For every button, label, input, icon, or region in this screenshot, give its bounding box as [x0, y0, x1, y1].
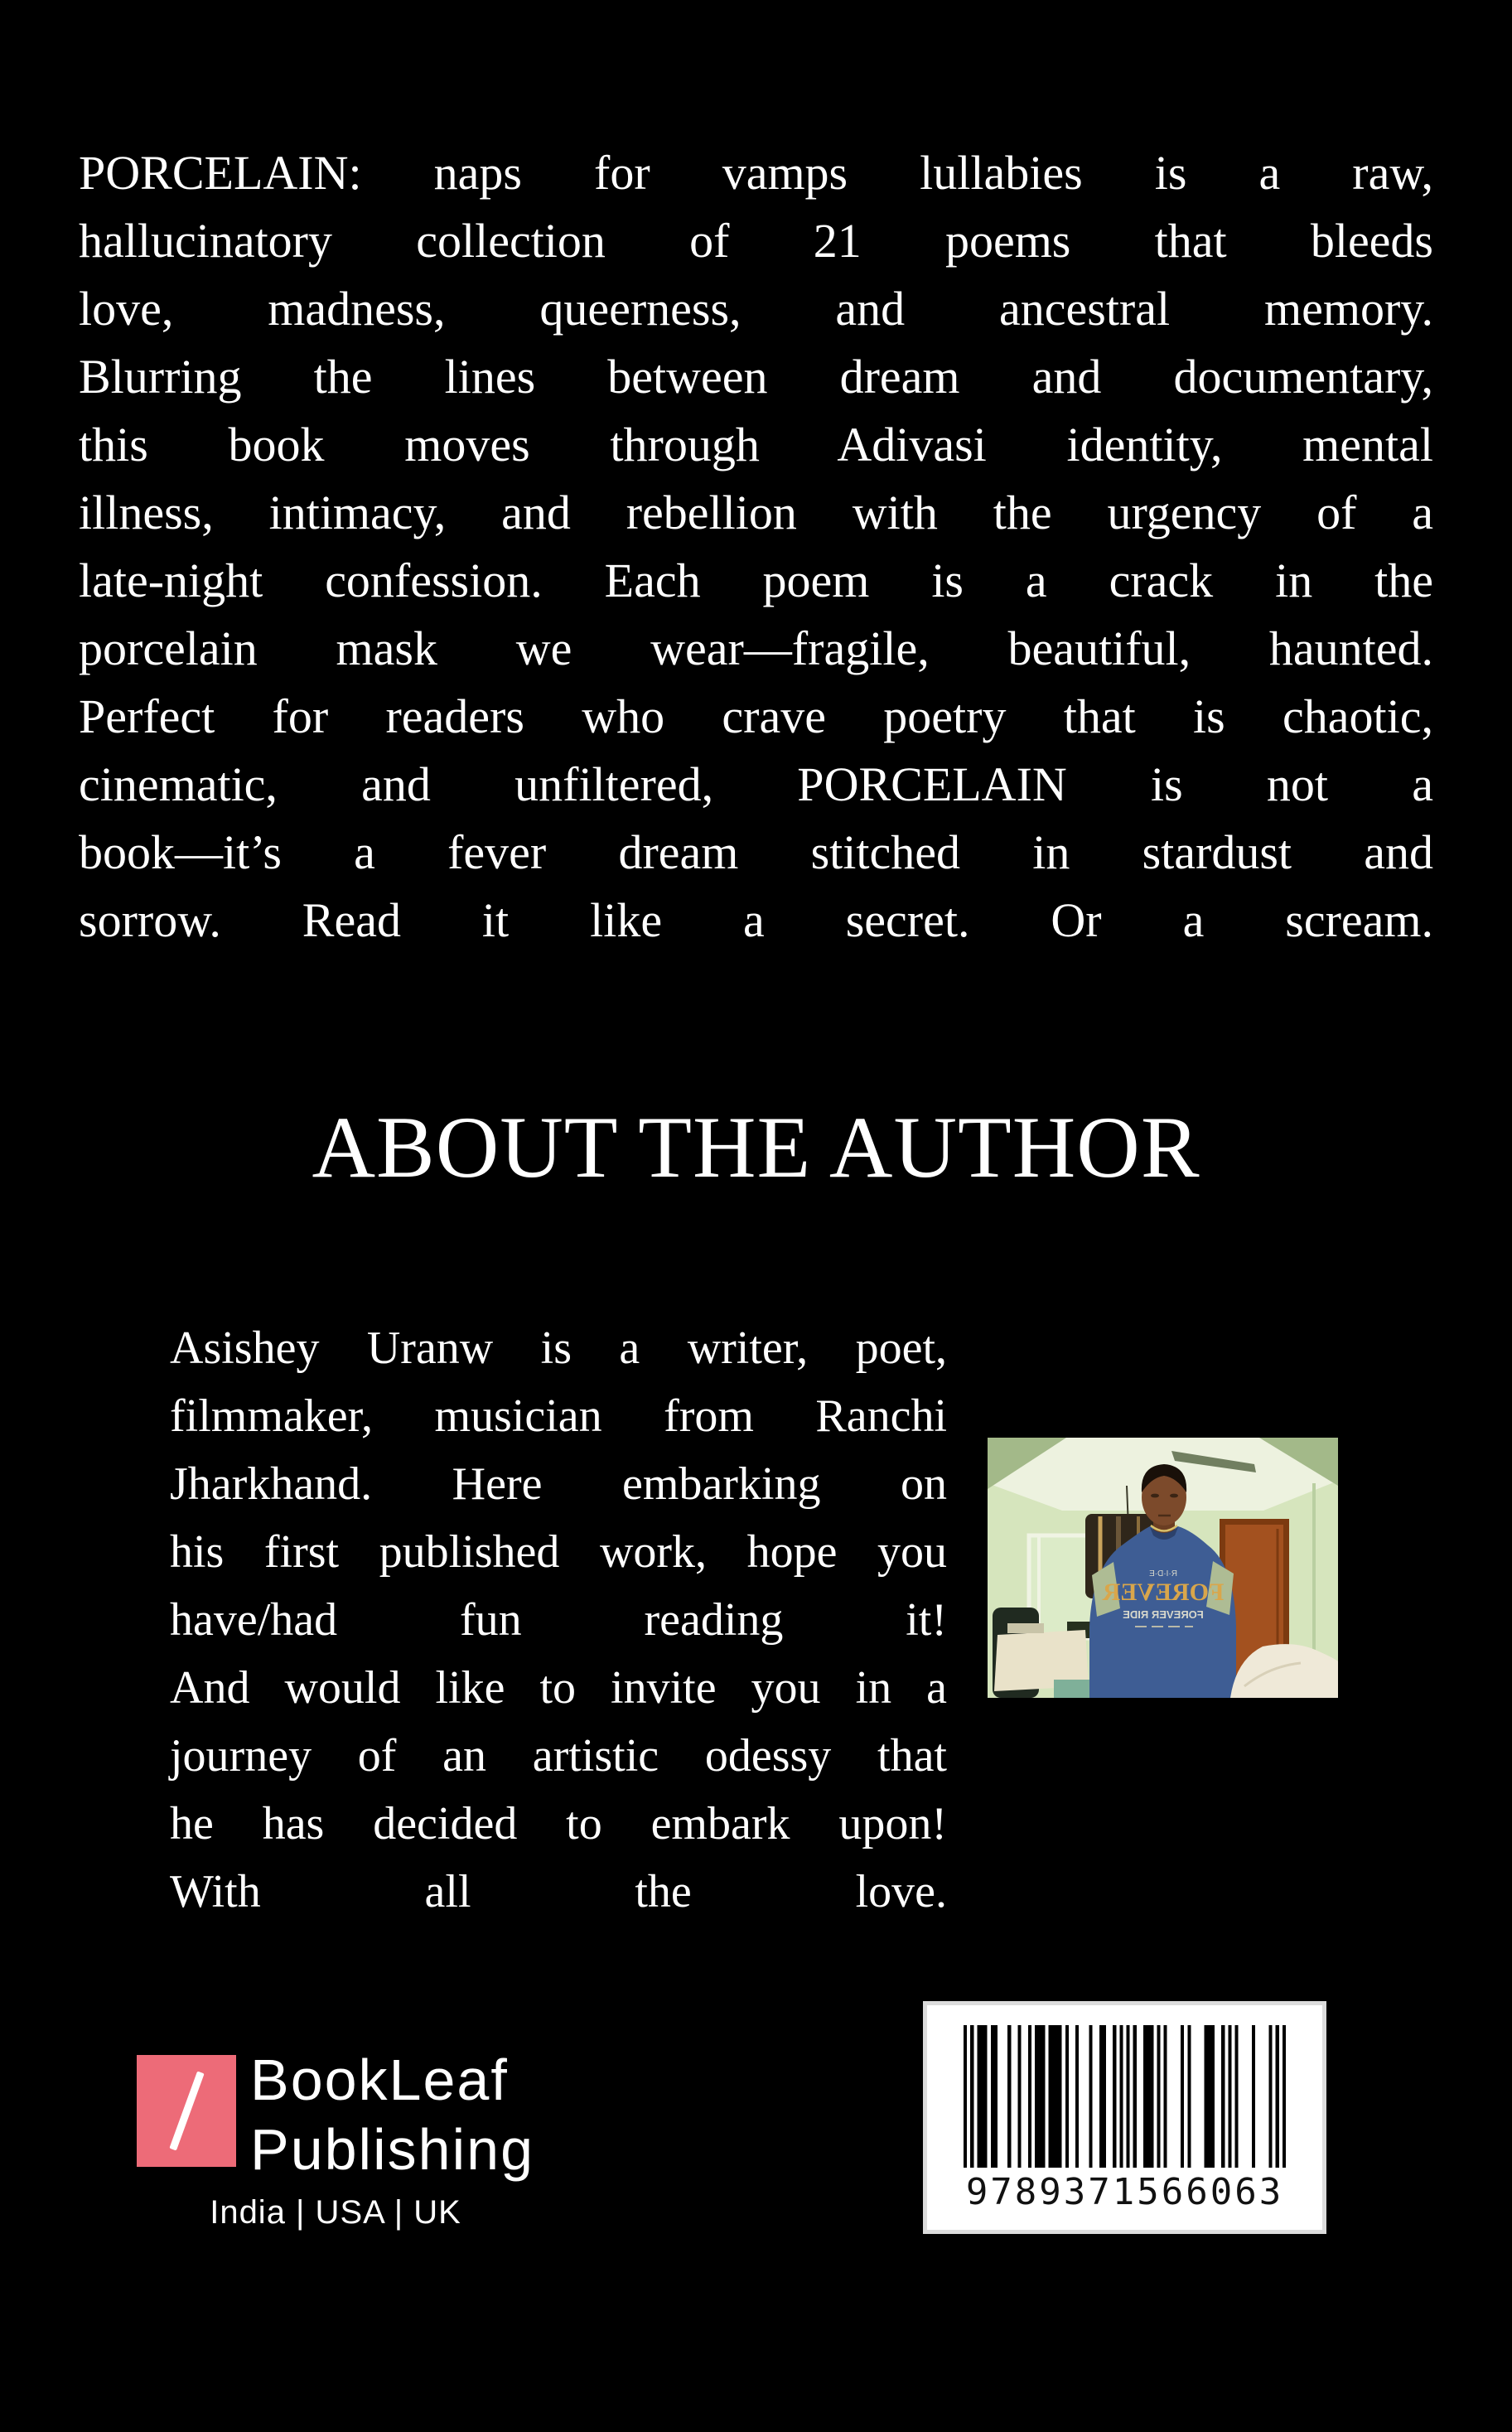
blurb-line: love, madness, queerness, and ancestral memory. [79, 282, 1433, 336]
blurb-section [79, 139, 1433, 955]
blurb-line: cinematic, and unfiltered, PORCELAIN is not a [79, 757, 1433, 811]
barcode [923, 2001, 1326, 2234]
bio-line: have/had fun reading it! [170, 1594, 947, 1646]
blurb-line: PORCELAIN: naps for vamps lullabies is a raw, [79, 146, 1433, 200]
blurb-line: porcelain mask we wear—fragile, beautiful, haunted. [79, 621, 1433, 675]
bio-line: With all the love. [170, 1866, 947, 1917]
blurb-line: book—it’s a fever dream stitched in stardust and [79, 825, 1433, 879]
shirt-text-sub: FOREVER RIDE [1123, 1608, 1204, 1621]
publisher-name [250, 2045, 747, 2184]
blurb-line: late-night confession. Each poem is a crack in the [79, 554, 1433, 607]
shirt-text-main: FOREVER [1102, 1579, 1225, 1606]
barcode-pattern [964, 2025, 1286, 2168]
blurb-line: Blurring the lines between dream and documentary, [79, 350, 1433, 404]
bio-line: journey of an artistic odessy that [170, 1730, 947, 1782]
about-the-author-heading: ABOUT THE AUTHOR [312, 1099, 1200, 1196]
blurb-line: hallucinatory collection of 21 poems that bleeds [79, 214, 1433, 268]
bio-line: And would like to invite you in a [170, 1662, 947, 1714]
bio-line: filmmaker, musician from Ranchi [170, 1390, 947, 1442]
blurb-line: illness, intimacy, and rebellion with the urgency of a [79, 486, 1433, 539]
bio-line: Asishey Uranw is a writer, poet, [170, 1322, 947, 1374]
author-photo-scene [988, 1438, 1338, 1698]
publisher-name-line1: BookLeaf [250, 2048, 509, 2112]
author-photo [988, 1438, 1338, 1698]
barcode-bars [964, 2025, 1286, 2168]
blurb-line: Perfect for readers who crave poetry that is chaotic, [79, 689, 1433, 743]
photo-eye [1170, 1494, 1178, 1498]
blurb-line: this book moves through Adivasi identity, mental [79, 418, 1433, 471]
publisher-regions: India | USA | UK [210, 2194, 461, 2231]
shirt-text-top: R·I·D·E [1149, 1569, 1177, 1579]
blurb-line: sorrow. Read it like a secret. Or a scream. [79, 893, 1433, 947]
bio-line: his first published work, hope you [170, 1526, 947, 1578]
photo-books [1007, 1623, 1044, 1633]
bio-line: Jharkhand. Here embarking on [170, 1458, 947, 1510]
isbn-number: 9789371566063 [965, 2171, 1284, 2213]
publisher-name-line2: Publishing [250, 2117, 534, 2182]
slash-icon [169, 2071, 204, 2150]
photo-eye [1151, 1494, 1159, 1498]
bio-line: he has decided to embark upon! [170, 1798, 947, 1849]
author-bio-section [170, 1314, 947, 1926]
publisher-logo [137, 2055, 236, 2167]
